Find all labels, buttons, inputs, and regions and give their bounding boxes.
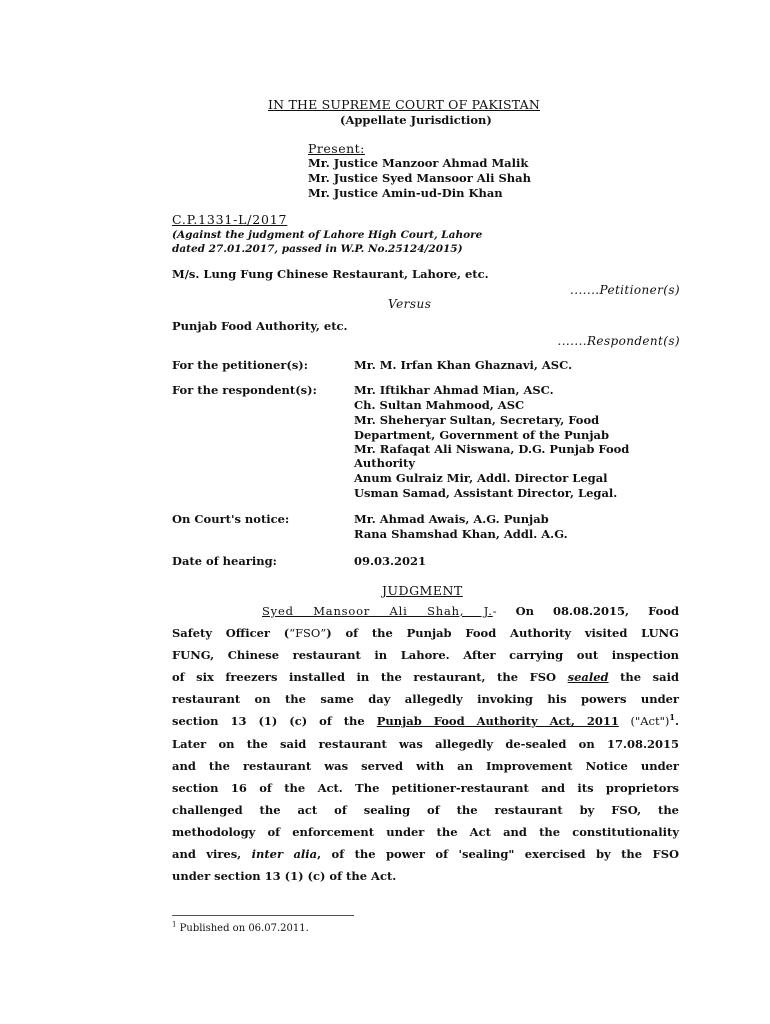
respondent-counsel-label: For the respondent(s): xyxy=(172,383,317,397)
petitioner-role: .......Petitioner(s) xyxy=(570,283,680,297)
against-judgment-line: (Against the judgment of Lahore High Court, Lahore xyxy=(172,229,483,241)
judgment-heading: JUDGMENT xyxy=(382,583,463,598)
bench-label: Present: xyxy=(308,141,365,156)
act-reference: Punjab Food Authority Act, 2011 xyxy=(376,714,619,729)
petitioner-counsel-label: For the petitioner(s): xyxy=(172,358,308,372)
respondent-counsel-line: Usman Samad, Assistant Director, Legal. xyxy=(354,486,618,500)
respondent-counsel-line: Ch. Sultan Mahmood, ASC xyxy=(354,398,525,412)
respondent-counsel-line: Anum Gulraiz Mir, Addl. Director Legal xyxy=(354,471,608,485)
judgment-paragraph: Syed Mansoor Ali Shah, J.- On 08.08.2015, Food Safety Officer (“FSO”) of the Punjab Food Authority visited LUNG FUNG, Chinese restaurant in Lahore. After carrying out inspection of six freezers installed in the restaurant, the FSO sealed the said restaurant on the same day allegedly invoking his powers under section 13 (1) (c) of the Punjab Food Authority Act, 2011 ("Act")$^1$. Later on the said restaurant was allegedly de-sealed on 17.08.2015 and the restaurant was served with an Improvement Notice under section 16 of the Act. The petitioner-restaurant and its proprietors challenged the act of sealing of the restaurant by FSO, the methodology of enforcement under the Act and the constitutionality and vires, inter alia, of the power of 'sealing" exercised by the FSO under section 13 (1) (c) of the Act. xyxy=(172,604,680,884)
court-notice-counsel: Rana Shamshad Khan, Addl. A.G. xyxy=(354,527,568,541)
court-notice-counsel: Mr. Ahmad Awais, A.G. Punjab xyxy=(354,512,549,526)
court-title: IN THE SUPREME COURT OF PAKISTAN xyxy=(268,97,541,112)
versus-label: Versus xyxy=(388,297,432,311)
hearing-date-label: Date of hearing: xyxy=(172,554,277,568)
petitioner-name: M/s. Lung Fung Chinese Restaurant, Lahore, etc. xyxy=(172,267,489,281)
judgment-author: Syed Mansoor Ali Shah, J. xyxy=(262,604,493,618)
footnote-divider xyxy=(172,915,354,916)
court-notice-label: On Court's notice: xyxy=(172,512,290,526)
footnote-marker: 1 xyxy=(669,712,675,723)
footnote: $^1$ Published on 06.07.2011. xyxy=(172,920,309,934)
judge-name: Mr. Justice Syed Mansoor Ali Shah xyxy=(308,171,531,185)
against-judgment-line: dated 27.01.2017, passed in W.P. No.25124/2015) xyxy=(172,243,463,255)
petitioner-counsel: Mr. M. Irfan Khan Ghaznavi, ASC. xyxy=(354,358,573,372)
jurisdiction: (Appellate Jurisdiction) xyxy=(340,113,492,127)
respondent-counsel-line: Mr. Sheheryar Sultan, Secretary, Food xyxy=(354,413,600,427)
judge-name: Mr. Justice Manzoor Ahmad Malik xyxy=(308,156,529,170)
respondent-counsel-line: Authority xyxy=(354,456,416,470)
hearing-date: 09.03.2021 xyxy=(354,554,427,568)
case-number: C.P.1331-L/2017 xyxy=(172,212,288,227)
respondent-role: .......Respondent(s) xyxy=(557,334,680,348)
judge-name: Mr. Justice Amin-ud-Din Khan xyxy=(308,186,503,200)
respondent-counsel-line: Mr. Rafaqat Ali Niswana, D.G. Punjab Food xyxy=(354,442,630,456)
respondent-name: Punjab Food Authority, etc. xyxy=(172,319,348,333)
respondent-counsel-line: Department, Government of the Punjab xyxy=(354,428,610,442)
respondent-counsel-line: Mr. Iftikhar Ahmad Mian, ASC. xyxy=(354,383,554,397)
